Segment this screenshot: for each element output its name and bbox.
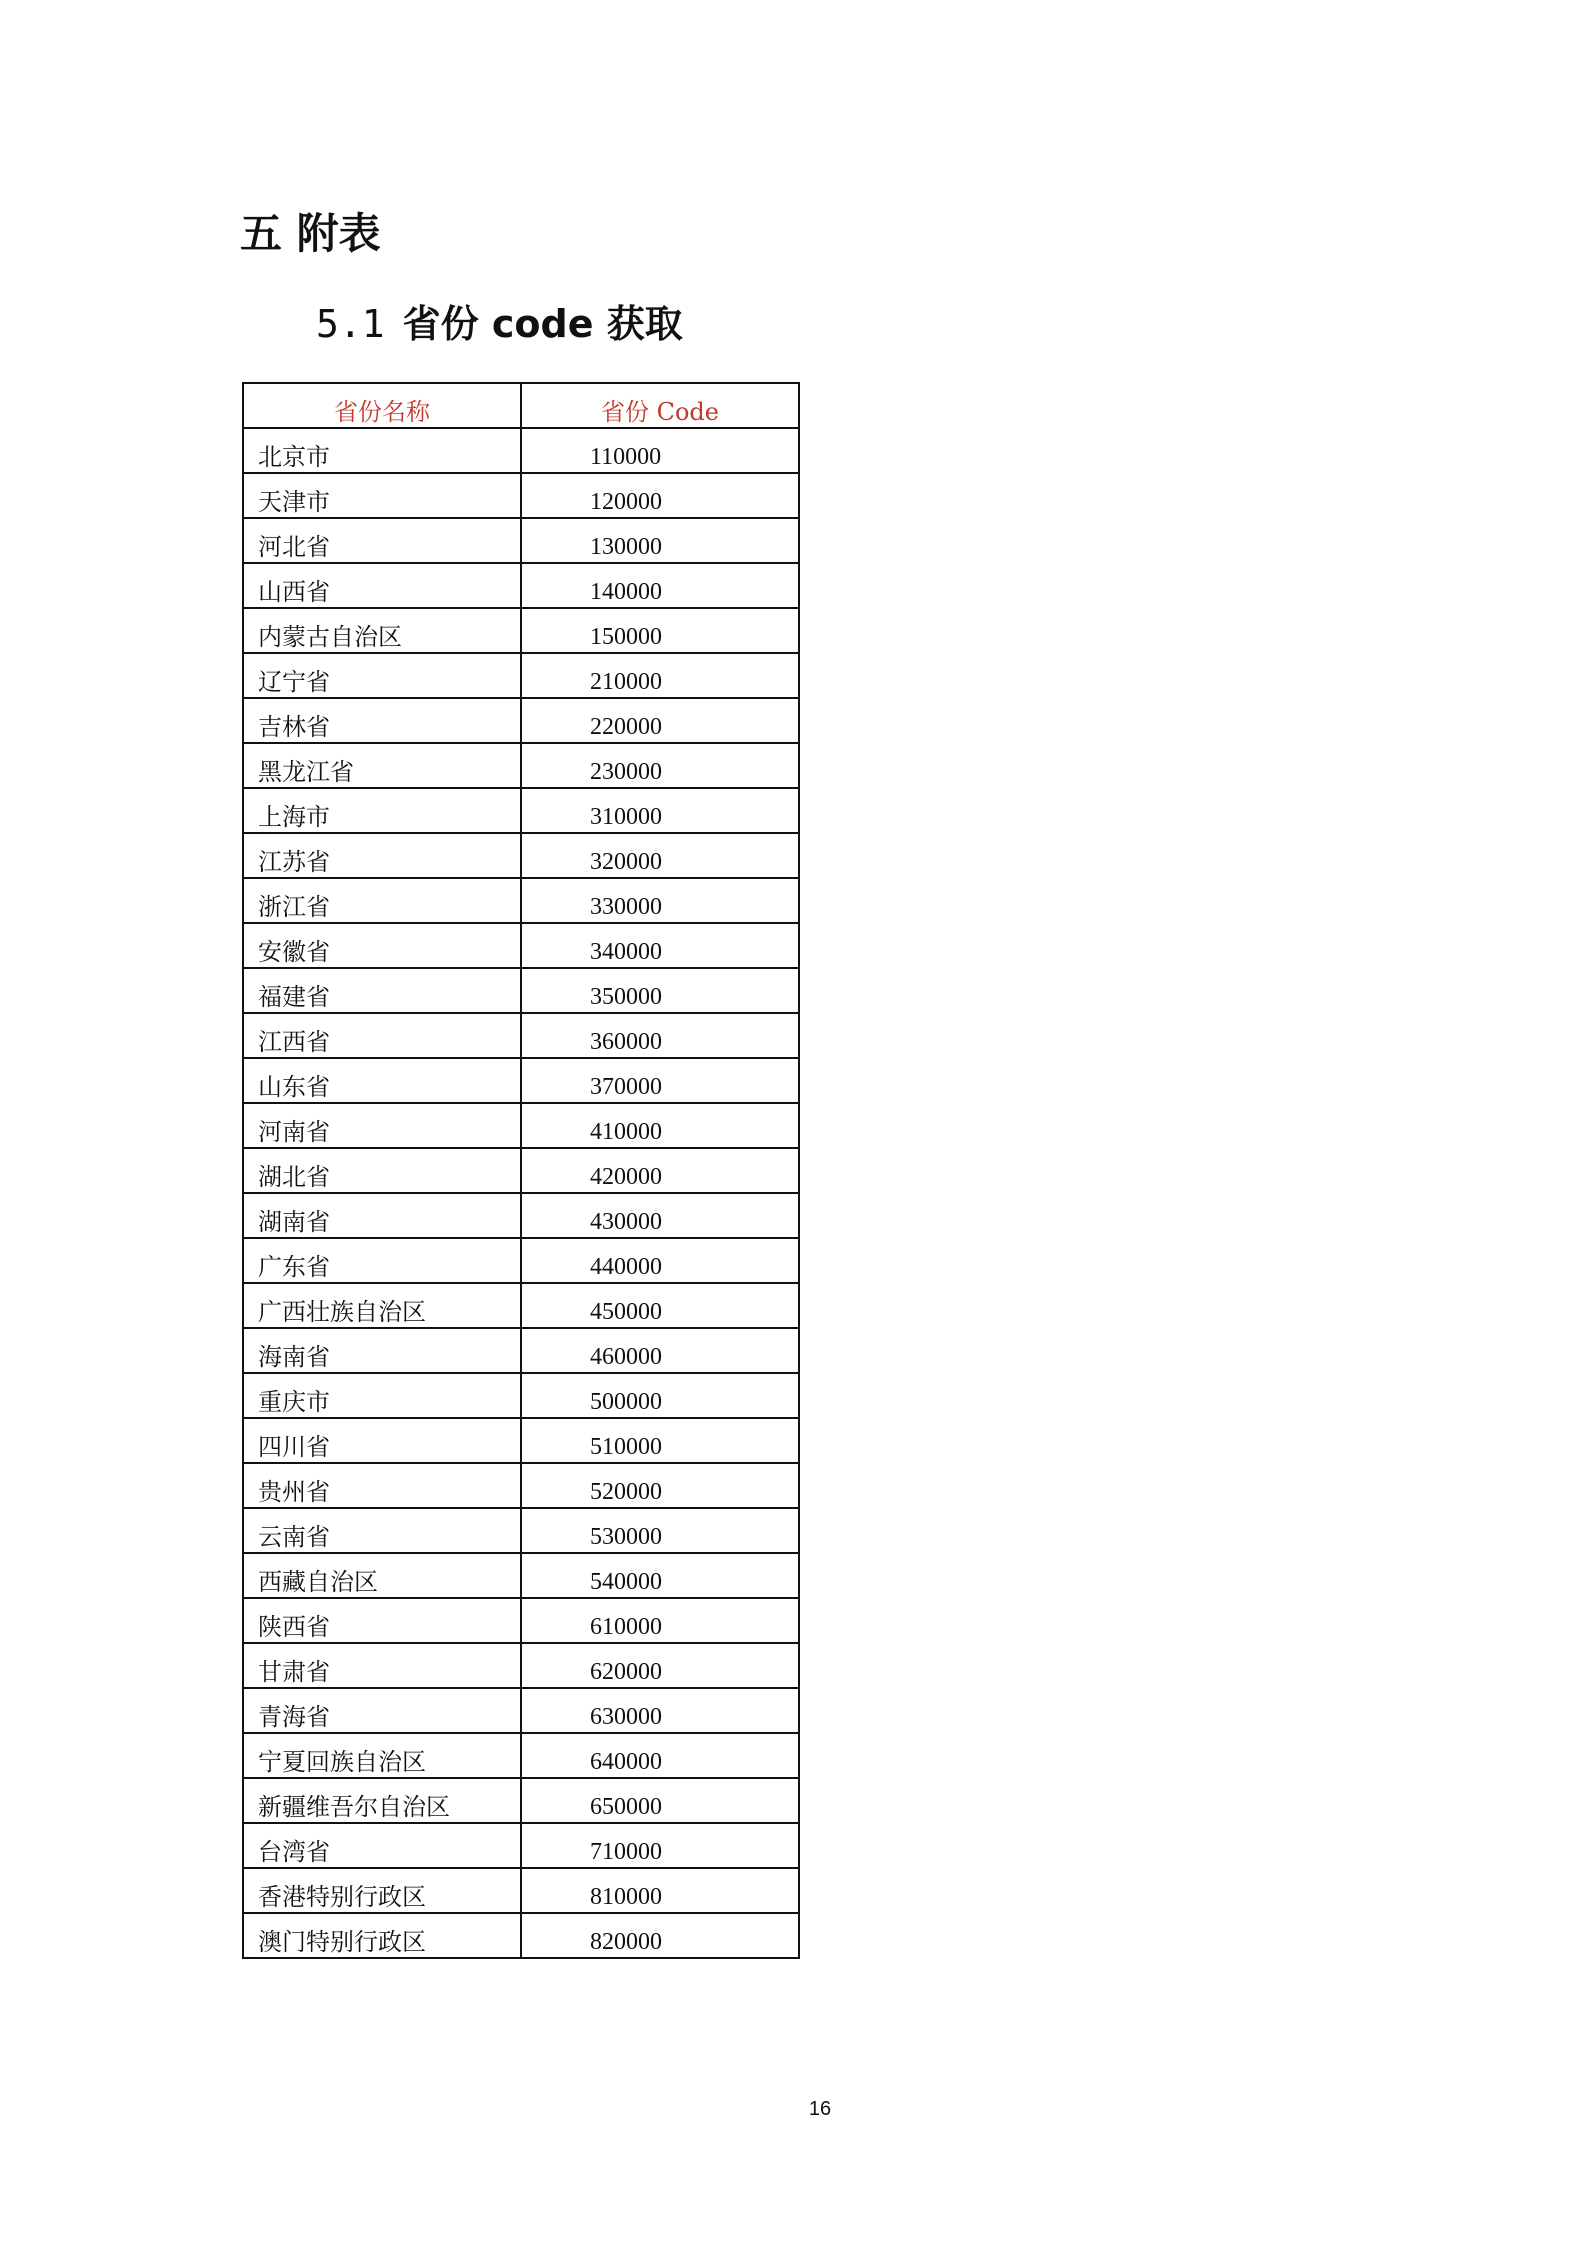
province-name-cell: 浙江省 <box>243 878 521 923</box>
province-name-cell: 四川省 <box>243 1418 521 1463</box>
table-row <box>243 1913 799 1958</box>
table-row <box>243 833 799 878</box>
table-row <box>243 1418 799 1463</box>
table-row <box>243 1463 799 1508</box>
table-row <box>243 1373 799 1418</box>
province-code-cell: 340000 <box>521 923 799 968</box>
table-row <box>243 1688 799 1733</box>
province-code-cell: 210000 <box>521 653 799 698</box>
province-code-cell: 510000 <box>521 1418 799 1463</box>
province-name-cell: 澳门特别行政区 <box>243 1913 521 1958</box>
table-row <box>243 1238 799 1283</box>
province-name-cell: 辽宁省 <box>243 653 521 698</box>
province-name-cell: 广东省 <box>243 1238 521 1283</box>
page-number: 16 <box>808 2098 832 2120</box>
table-row <box>243 698 799 743</box>
province-name-cell: 台湾省 <box>243 1823 521 1868</box>
table-row <box>243 563 799 608</box>
province-code-cell: 710000 <box>521 1823 799 1868</box>
table-row <box>243 428 799 473</box>
section-title: 五 附表 <box>240 209 381 258</box>
province-code-cell: 610000 <box>521 1598 799 1643</box>
table-row <box>243 1103 799 1148</box>
province-name-cell: 江苏省 <box>243 833 521 878</box>
table-row <box>243 1013 799 1058</box>
table-row <box>243 473 799 518</box>
subsection-title-text: 省份 code 获取 <box>402 302 683 346</box>
table-row <box>243 923 799 968</box>
province-code-cell: 110000 <box>521 428 799 473</box>
province-name-cell: 山西省 <box>243 563 521 608</box>
province-name-cell: 安徽省 <box>243 923 521 968</box>
province-code-table <box>242 382 800 1959</box>
table-row <box>243 1643 799 1688</box>
column-header-province-name: 省份名称 <box>243 383 521 428</box>
province-name-cell: 香港特别行政区 <box>243 1868 521 1913</box>
province-name-cell: 湖北省 <box>243 1148 521 1193</box>
province-name-cell: 河北省 <box>243 518 521 563</box>
province-name-cell: 广西壮族自治区 <box>243 1283 521 1328</box>
province-code-cell: 820000 <box>521 1913 799 1958</box>
province-code-cell: 460000 <box>521 1328 799 1373</box>
province-code-cell: 640000 <box>521 1733 799 1778</box>
province-name-cell: 云南省 <box>243 1508 521 1553</box>
province-name-cell: 天津市 <box>243 473 521 518</box>
province-code-cell: 530000 <box>521 1508 799 1553</box>
province-code-cell: 410000 <box>521 1103 799 1148</box>
province-code-cell: 450000 <box>521 1283 799 1328</box>
province-code-cell: 230000 <box>521 743 799 788</box>
table-row <box>243 1598 799 1643</box>
province-code-cell: 150000 <box>521 608 799 653</box>
province-code-cell: 140000 <box>521 563 799 608</box>
province-name-cell: 甘肃省 <box>243 1643 521 1688</box>
table-row <box>243 1553 799 1598</box>
province-name-cell: 江西省 <box>243 1013 521 1058</box>
province-name-cell: 贵州省 <box>243 1463 521 1508</box>
subsection-number: 5.1 <box>316 302 385 346</box>
table-row <box>243 968 799 1013</box>
table-row <box>243 653 799 698</box>
province-code-cell: 420000 <box>521 1148 799 1193</box>
table-row <box>243 1733 799 1778</box>
province-name-cell: 北京市 <box>243 428 521 473</box>
province-code-cell: 310000 <box>521 788 799 833</box>
table-header <box>243 383 799 428</box>
table-row <box>243 1778 799 1823</box>
table-row <box>243 1868 799 1913</box>
province-code-cell: 350000 <box>521 968 799 1013</box>
column-header-province-code: 省份 Code <box>521 383 799 428</box>
table-row <box>243 1508 799 1553</box>
province-code-cell: 220000 <box>521 698 799 743</box>
province-name-cell: 宁夏回族自治区 <box>243 1733 521 1778</box>
table-row <box>243 1148 799 1193</box>
province-code-cell: 430000 <box>521 1193 799 1238</box>
province-code-cell: 520000 <box>521 1463 799 1508</box>
province-code-cell: 810000 <box>521 1868 799 1913</box>
province-name-cell: 青海省 <box>243 1688 521 1733</box>
province-name-cell: 河南省 <box>243 1103 521 1148</box>
province-name-cell: 重庆市 <box>243 1373 521 1418</box>
province-name-cell: 陕西省 <box>243 1598 521 1643</box>
province-code-cell: 650000 <box>521 1778 799 1823</box>
province-name-cell: 吉林省 <box>243 698 521 743</box>
province-code-cell: 540000 <box>521 1553 799 1598</box>
province-name-cell: 内蒙古自治区 <box>243 608 521 653</box>
province-code-cell: 500000 <box>521 1373 799 1418</box>
table-row <box>243 1283 799 1328</box>
province-name-cell: 湖南省 <box>243 1193 521 1238</box>
province-code-cell: 120000 <box>521 473 799 518</box>
province-code-cell: 360000 <box>521 1013 799 1058</box>
province-name-cell: 西藏自治区 <box>243 1553 521 1598</box>
province-code-cell: 440000 <box>521 1238 799 1283</box>
province-code-cell: 130000 <box>521 518 799 563</box>
table-row <box>243 608 799 653</box>
province-code-cell: 320000 <box>521 833 799 878</box>
province-name-cell: 上海市 <box>243 788 521 833</box>
province-name-cell: 黑龙江省 <box>243 743 521 788</box>
province-name-cell: 山东省 <box>243 1058 521 1103</box>
province-name-cell: 新疆维吾尔自治区 <box>243 1778 521 1823</box>
table-row <box>243 1823 799 1868</box>
province-code-cell: 620000 <box>521 1643 799 1688</box>
province-code-cell: 630000 <box>521 1688 799 1733</box>
table-body <box>243 428 799 1958</box>
province-code-cell: 330000 <box>521 878 799 923</box>
table-row <box>243 878 799 923</box>
table-row <box>243 788 799 833</box>
table-row <box>243 743 799 788</box>
province-name-cell: 海南省 <box>243 1328 521 1373</box>
table-row <box>243 518 799 563</box>
province-code-cell: 370000 <box>521 1058 799 1103</box>
table-header-row <box>243 383 799 428</box>
province-name-cell: 福建省 <box>243 968 521 1013</box>
subsection-title <box>316 298 683 350</box>
table-row <box>243 1193 799 1238</box>
table-row <box>243 1058 799 1103</box>
table-row <box>243 1328 799 1373</box>
